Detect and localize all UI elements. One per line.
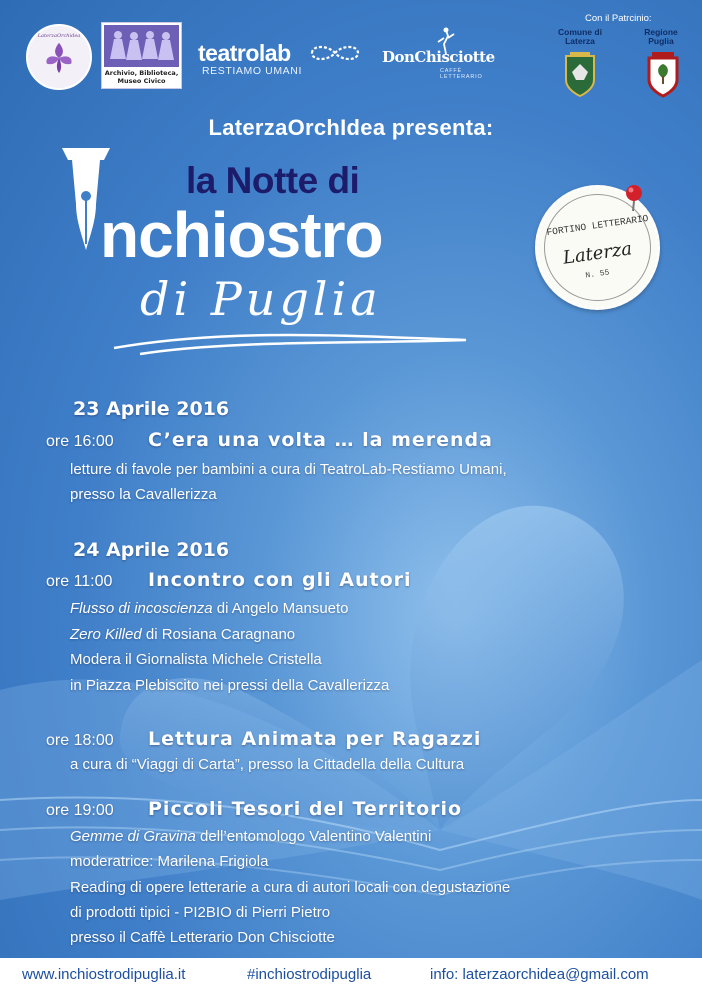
day-date: 24 Aprile 2016: [73, 539, 230, 561]
title-swash: [110, 318, 470, 358]
puglia-coat-of-arms-icon: [643, 50, 683, 100]
event-title: Incontro con gli Autori: [148, 569, 412, 591]
email-link[interactable]: info: laterzaorchidea@gmail.com: [430, 966, 649, 983]
patronage-block: [550, 13, 700, 103]
event-detail: in Piazza Plebiscito nei pressi della Cavallerizza: [70, 677, 390, 694]
event-detail: di prodotti tipici - PI2BIO di Pierri Pietro: [70, 904, 331, 921]
event-detail: letture di favole per bambini a cura di TeatroLab-Restiamo Umani,: [70, 461, 507, 478]
sponsor-logos: [0, 0, 702, 110]
regione-puglia-label: Regione Puglia: [644, 27, 678, 46]
presenter-line: LaterzaOrchIdea presenta:: [208, 115, 494, 140]
orchidea-logo-text: LaterzaOrchidea: [37, 33, 81, 39]
footer-bar: [0, 958, 702, 993]
event-time: ore 11:00: [46, 573, 113, 590]
event-time: ore 19:00: [46, 802, 114, 819]
title-line-3: di Puglia: [140, 272, 382, 326]
event-detail: presso il Caffè Letterario Don Chisciotte: [70, 929, 335, 946]
event-detail: presso la Cavallerizza: [70, 486, 217, 503]
patronage-title: Con il Patrcinio:: [585, 13, 652, 24]
event-detail: Modera il Giornalista Michele Cristella: [70, 651, 322, 668]
event-detail: Flusso di incoscienza di Angelo Mansueto: [70, 600, 349, 617]
event-detail: moderatrice: Marilena Frigiola: [70, 853, 269, 870]
stamp-name: Laterza: [561, 238, 634, 269]
title-line-1: la Notte di: [186, 160, 360, 201]
event-detail: a cura di “Viaggi di Carta”, presso la Cittadella della Cultura: [70, 756, 465, 773]
fortino-letterario-stamp: [535, 185, 660, 310]
stamp-number: N. 55: [584, 268, 611, 281]
stamp-top-text: FORTINO LETTERARIO: [545, 212, 650, 239]
teatrolab-subtitle: RESTIAMO UMANI: [202, 65, 302, 77]
website-link[interactable]: www.inchiostrodipuglia.it: [22, 966, 186, 983]
don-chisciotte-name: DonChisciotte: [382, 48, 495, 66]
laterza-coat-of-arms-icon: [560, 50, 600, 100]
teatrolab-logo: [198, 40, 368, 80]
don-chisciotte-logo: [382, 34, 502, 78]
title-line-2: nchiostro: [100, 199, 383, 271]
event-title: Piccoli Tesori del Territorio: [148, 798, 463, 820]
hashtag-text: #inchiostrodipuglia: [247, 966, 372, 983]
event-title: Lettura Animata per Ragazzi: [148, 728, 482, 750]
event-title: C’era una volta … la merenda: [148, 429, 493, 451]
event-detail: Reading di opere letterarie a cura di autori locali con degustazione: [70, 879, 511, 896]
don-chisciotte-subtitle: CAFFÈ LETTERARIO: [440, 68, 483, 80]
archivio-biblioteca-logo: [101, 22, 182, 89]
event-detail: Gemme di Gravina dell’entomologo Valentino Valentini: [70, 828, 432, 845]
infinity-icon: [306, 42, 364, 64]
laterza-orchidea-logo: [26, 24, 92, 90]
dancing-figures-icon: [104, 25, 179, 67]
day-date: 23 Aprile 2016: [73, 398, 230, 420]
event-time: ore 18:00: [46, 732, 114, 749]
event-time: ore 16:00: [46, 433, 114, 450]
event-detail: Zero Killed di Rosiana Caragnano: [70, 626, 296, 643]
archivio-label: Archivio, Biblioteca, Museo Civico: [104, 69, 179, 85]
pushpin-icon: [622, 183, 646, 213]
comune-laterza-label: Comune di Laterza: [558, 27, 602, 46]
teatrolab-name: teatrolab: [198, 40, 291, 66]
